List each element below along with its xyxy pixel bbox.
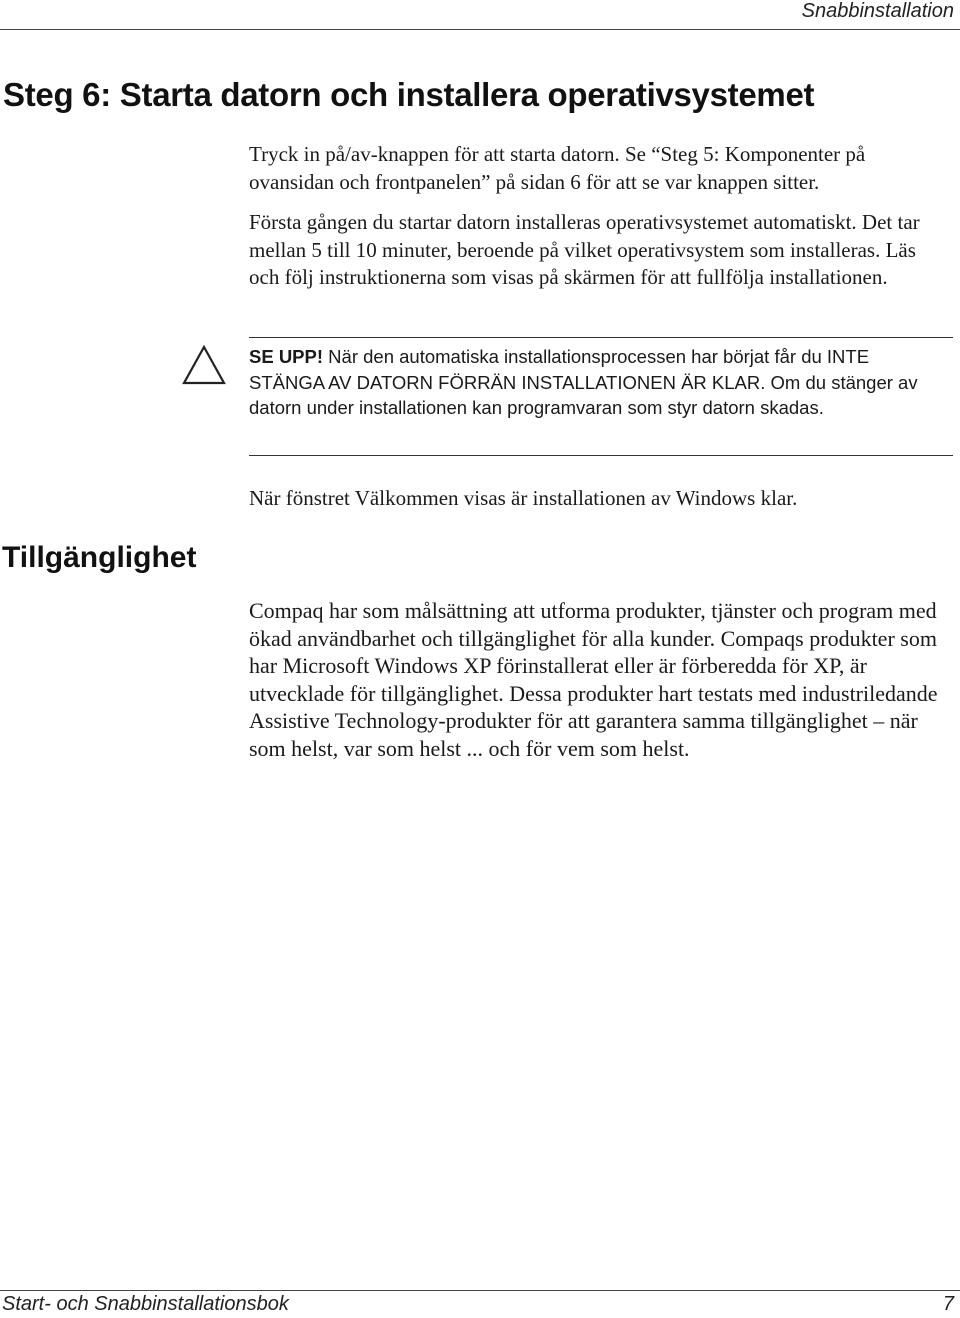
header-rule xyxy=(0,29,960,30)
instruction-paragraph-1: Tryck in på/av-knappen för att starta datorn. Se “Steg 5: Komponenter på ovansidan och frontpanelen” på sidan 6 för att se var knappen sitter. xyxy=(249,142,866,194)
running-header: Snabbinstallation xyxy=(801,0,954,22)
caution-notice xyxy=(249,344,949,421)
caution-bottom-rule xyxy=(249,455,953,456)
caution-message: När den automatiska installationsprocessen har börjat får du INTE STÄNGA AV DATORN FÖRRÄN INSTALLATIONEN ÄR KLAR. Om du stänger av datorn under installationen kan programvaran som styr datorn skadas. xyxy=(249,346,918,418)
footer-rule xyxy=(0,1290,960,1291)
accessibility-paragraph: Compaq har som målsättning att utforma produkter, tjänster och program med ökad användbarhet och tillgänglighet för alla kunder. Compaqs produkter som har Microsoft Windows XP förinstallerat eller är förberedda för XP, är utvecklade för tillgänglighet. Dessa produkter hart testats med industriledande Assistive Technology-produkter för att garantera samma tillgänglighet – när som helst, var som helst ... och för vem som helst. xyxy=(249,598,938,761)
section-title-accessibility: Tillgänglighet xyxy=(2,541,197,574)
caution-label: SE UPP! xyxy=(249,346,324,367)
closing-paragraph: När fönstret Välkommen visas är installationen av Windows klar. xyxy=(249,486,798,510)
footer-book-title: Start- och Snabbinstallationsbok xyxy=(2,1293,289,1315)
caution-top-rule xyxy=(249,337,953,338)
footer-page-number: 7 xyxy=(942,1293,954,1315)
section-title-step6: Steg 6: Starta datorn och installera operativsystemet xyxy=(3,76,815,113)
instruction-paragraph-2: Första gången du startar datorn installeras operativsystemet automatiskt. Det tar mellan 5 till 10 minuter, beroende på vilket operativsystem som installeras. Läs och följ instruktionerna som visas på skärmen för att fullfölja installationen. xyxy=(249,210,920,289)
caution-triangle-icon xyxy=(182,345,226,385)
